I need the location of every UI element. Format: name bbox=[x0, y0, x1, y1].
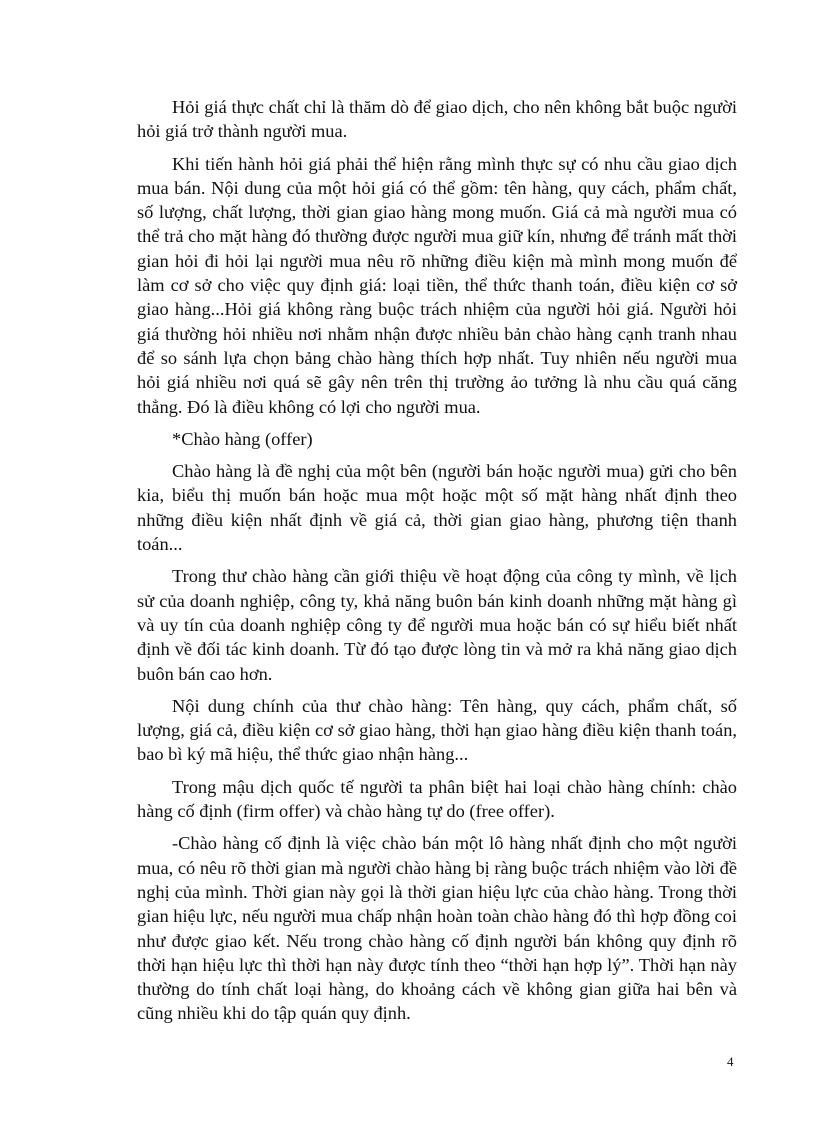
paragraph-offer-definition: Chào hàng là đề nghị của một bên (người bán hoặc người mua) gửi cho bên kia, biểu thị muốn bán hoặc mua một hoặc một số mặt hàng nhất định theo những điều kiện nhất định về giá cả, thời gian giao hàng, phương tiện thanh toán... bbox=[137, 461, 737, 555]
paragraph-inquiry-nature: Hỏi giá thực chất chỉ là thăm dò để giao dịch, cho nên không bắt buộc người hỏi giá trở thành người mua. bbox=[137, 97, 737, 142]
page-number: 4 bbox=[727, 1054, 734, 1069]
paragraph-offer-main-content: Nội dung chính của thư chào hàng: Tên hàng, quy cách, phẩm chất, số lượng, giá cả, điều kiện cơ sở giao hàng, thời hạn giao hàng điều kiện thanh toán, bao bì ký mã hiệu, thể thức giao nhận hàng... bbox=[137, 695, 737, 765]
paragraph-offer-letter: Trong thư chào hàng cần giới thiệu về hoạt động của công ty mình, về lịch sử của doanh nghiệp, công ty, khả năng buôn bán kinh doanh những mặt hàng gì và uy tín của doanh nghiệp công ty để người mua hoặc bán có sự hiểu biết nhất định về đối tác kinh doanh. Từ đó tạo được lòng tin và mở ra khả năng giao dịch buôn bán cao hơn. bbox=[137, 566, 737, 684]
section-heading-offer: *Chào hàng (offer) bbox=[172, 428, 313, 449]
paragraph-inquiry-content: Khi tiến hành hỏi giá phải thể hiện rằng mình thực sự có nhu cầu giao dịch mua bán. Nội dung của một hỏi giá có thể gồm: tên hàng, quy cách, phẩm chất, số lượng, chất lượng, thời gian giao hàng mong muốn. Giá cả mà người mua có thể trả cho mặt hàng đó thường được người mua giữ kín, nhưng để tránh mất thời gian hỏi đi hỏi lại người mua nêu rõ những điều kiện mà mình mong muốn để làm cơ sở cho việc quy định giá: loại tiền, thể thức thanh toán, điều kiện cơ sở giao hàng...Hỏi giá không ràng buộc trách nhiệm của người hỏi giá. Người hỏi giá thường hỏi nhiều nơi nhằm nhận được nhiều bản chào hàng cạnh tranh nhau để so sánh lựa chọn bảng chào hàng thích hợp nhất. Tuy nhiên nếu người mua hỏi giá nhiều nơi quá sẽ gây nên trên thị trường ảo tưởng là nhu cầu quá căng thẳng. Đó là điều không có lợi cho người mua. bbox=[137, 153, 737, 417]
paragraph-offer-types: Trong mậu dịch quốc tế người ta phân biệt hai loại chào hàng chính: chào hàng cố định (firm offer) và chào hàng tự do (free offer). bbox=[137, 776, 737, 822]
paragraph-firm-offer: -Chào hàng cố định là việc chào bán một lô hàng nhất định cho một người mua, có nêu rõ thời gian mà người chào hàng bị ràng buộc trách nhiệm vào lời đề nghị của mình. Thời gian này gọi là thời gian hiệu lực của chào hàng. Trong thời gian hiệu lực, nếu người mua chấp nhận hoàn toàn chào hàng đó thì hợp đồng coi như được giao kết. Nếu trong chào hàng cố định người bán không quy định rõ thời hạn hiệu lực thì thời hạn này được tính theo “thời hạn hợp lý”. Thời hạn này thường do tính chất loại hàng, do khoảng cách về không gian giữa hai bên và cũng nhiều khi do tập quán quy định. bbox=[137, 833, 737, 1024]
document-body bbox=[137, 95, 737, 1034]
